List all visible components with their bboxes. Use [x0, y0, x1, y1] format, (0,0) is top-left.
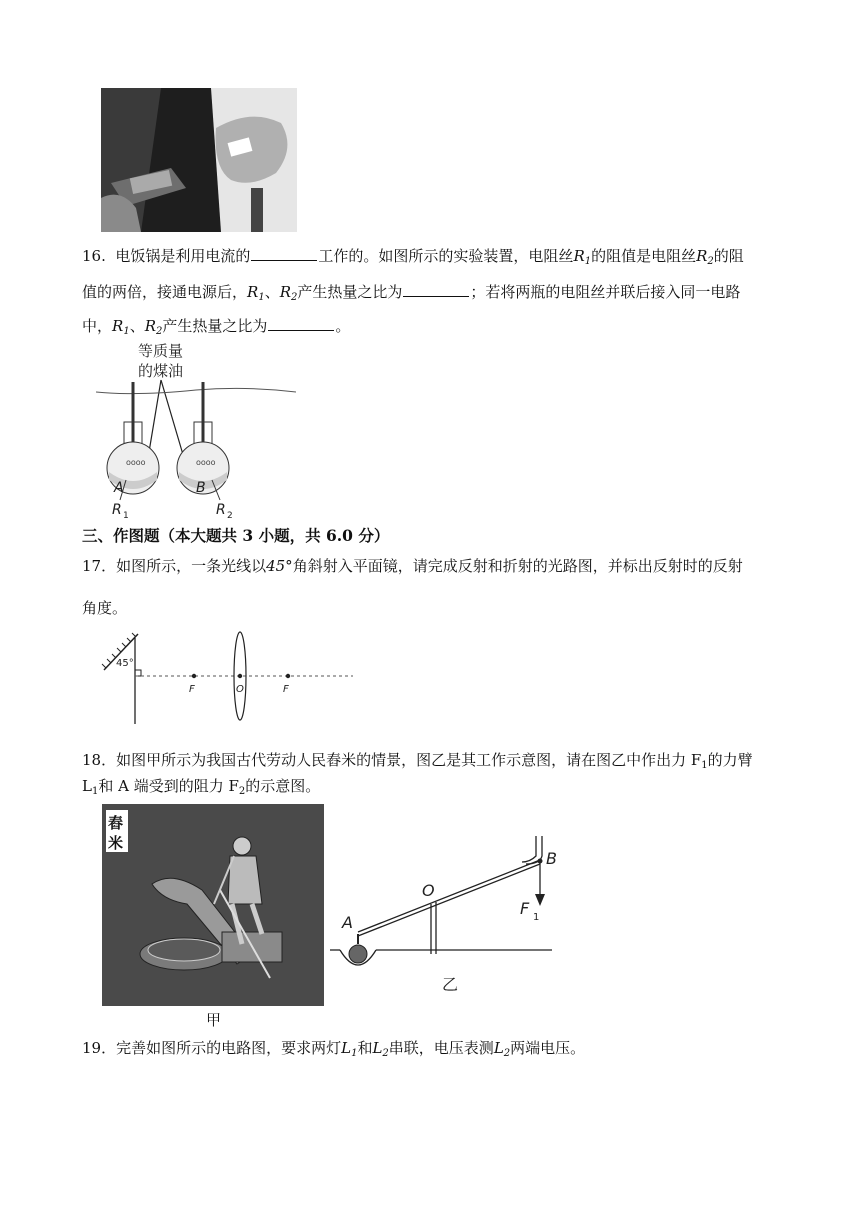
svg-text:R: R: [216, 502, 226, 518]
lever-pivot-o: O: [422, 881, 435, 900]
q16-number: 16.: [82, 247, 106, 265]
svg-text:2: 2: [227, 511, 233, 521]
q16-line2: 值的两倍，接通电源后，$R_1$、$R_2$产生热量之比为 ；若将两瓶的电阻丝并联后接入同一电路: [82, 283, 741, 303]
photo-tag-1: 舂: [108, 814, 124, 832]
q18-line1: 18．如图甲所示为我国古代劳动人民舂米的情景，图乙是其工作示意图，请在图乙中作出力 $F_1$的力臂: [82, 751, 753, 771]
q16-blank3[interactable]: [268, 316, 334, 331]
svg-text:R: R: [112, 502, 122, 518]
fig-label-kerosene: 的煤油: [138, 362, 184, 380]
q16-line3: 中，$R_1$、$R_2$产生热量之比为 。: [82, 317, 351, 337]
q18-line2: $L_1$和 A 端受到的阻力 $F_2$的示意图。: [82, 777, 321, 797]
rice-pounding-picture: [102, 804, 324, 1006]
hand-device-photo: [101, 88, 297, 232]
caption-jia: 甲: [206, 1011, 222, 1029]
fig-flask-a-label: A: [114, 480, 124, 496]
q17-line2: 角度。: [82, 599, 128, 617]
q19-line1: 19．完善如图所示的电路图，要求两灯$L_1$和$L_2$串联，电压表测$L_2$两端电压。: [82, 1039, 586, 1059]
lever-point-b: B: [546, 849, 557, 868]
lever-point-a: A: [342, 913, 353, 932]
caption-yi: 乙: [442, 975, 459, 994]
fig-focus-left: F: [189, 684, 195, 695]
svg-text:1: 1: [533, 912, 540, 923]
svg-text:oooo: oooo: [196, 458, 216, 467]
fig-flask-b-label: B: [196, 480, 206, 496]
q16-blank2[interactable]: [403, 282, 469, 297]
force-f1-label: F: [520, 899, 530, 918]
q17-optics-figure: [98, 628, 358, 724]
q16-line1: 16. 电饭锅是利用电流的 工作的。如图所示的实验装置，电阻丝$R_1$的阻值是电阻丝$R_2$的阻: [82, 247, 744, 267]
fig-focus-right: F: [283, 684, 289, 695]
fig-center-o: O: [236, 684, 244, 695]
svg-text:1: 1: [123, 511, 129, 521]
q16-blank1[interactable]: [251, 246, 317, 261]
photo-tag-2: 米: [108, 834, 124, 852]
fig-angle-label: 45°: [116, 658, 134, 669]
q16-flask-figure: [96, 340, 296, 522]
svg-text:oooo: oooo: [126, 458, 146, 467]
q17-line1: 17．如图所示，一条光线以45°角斜射入平面镜，请完成反射和折射的光路图，并标出反射时的反射: [82, 557, 743, 575]
fig-label-equal-mass: 等质量: [138, 342, 184, 360]
section-title: 三、作图题（本大题共 3 小题，共 6.0 分）: [82, 526, 390, 545]
lever-diagram: [330, 832, 570, 1002]
